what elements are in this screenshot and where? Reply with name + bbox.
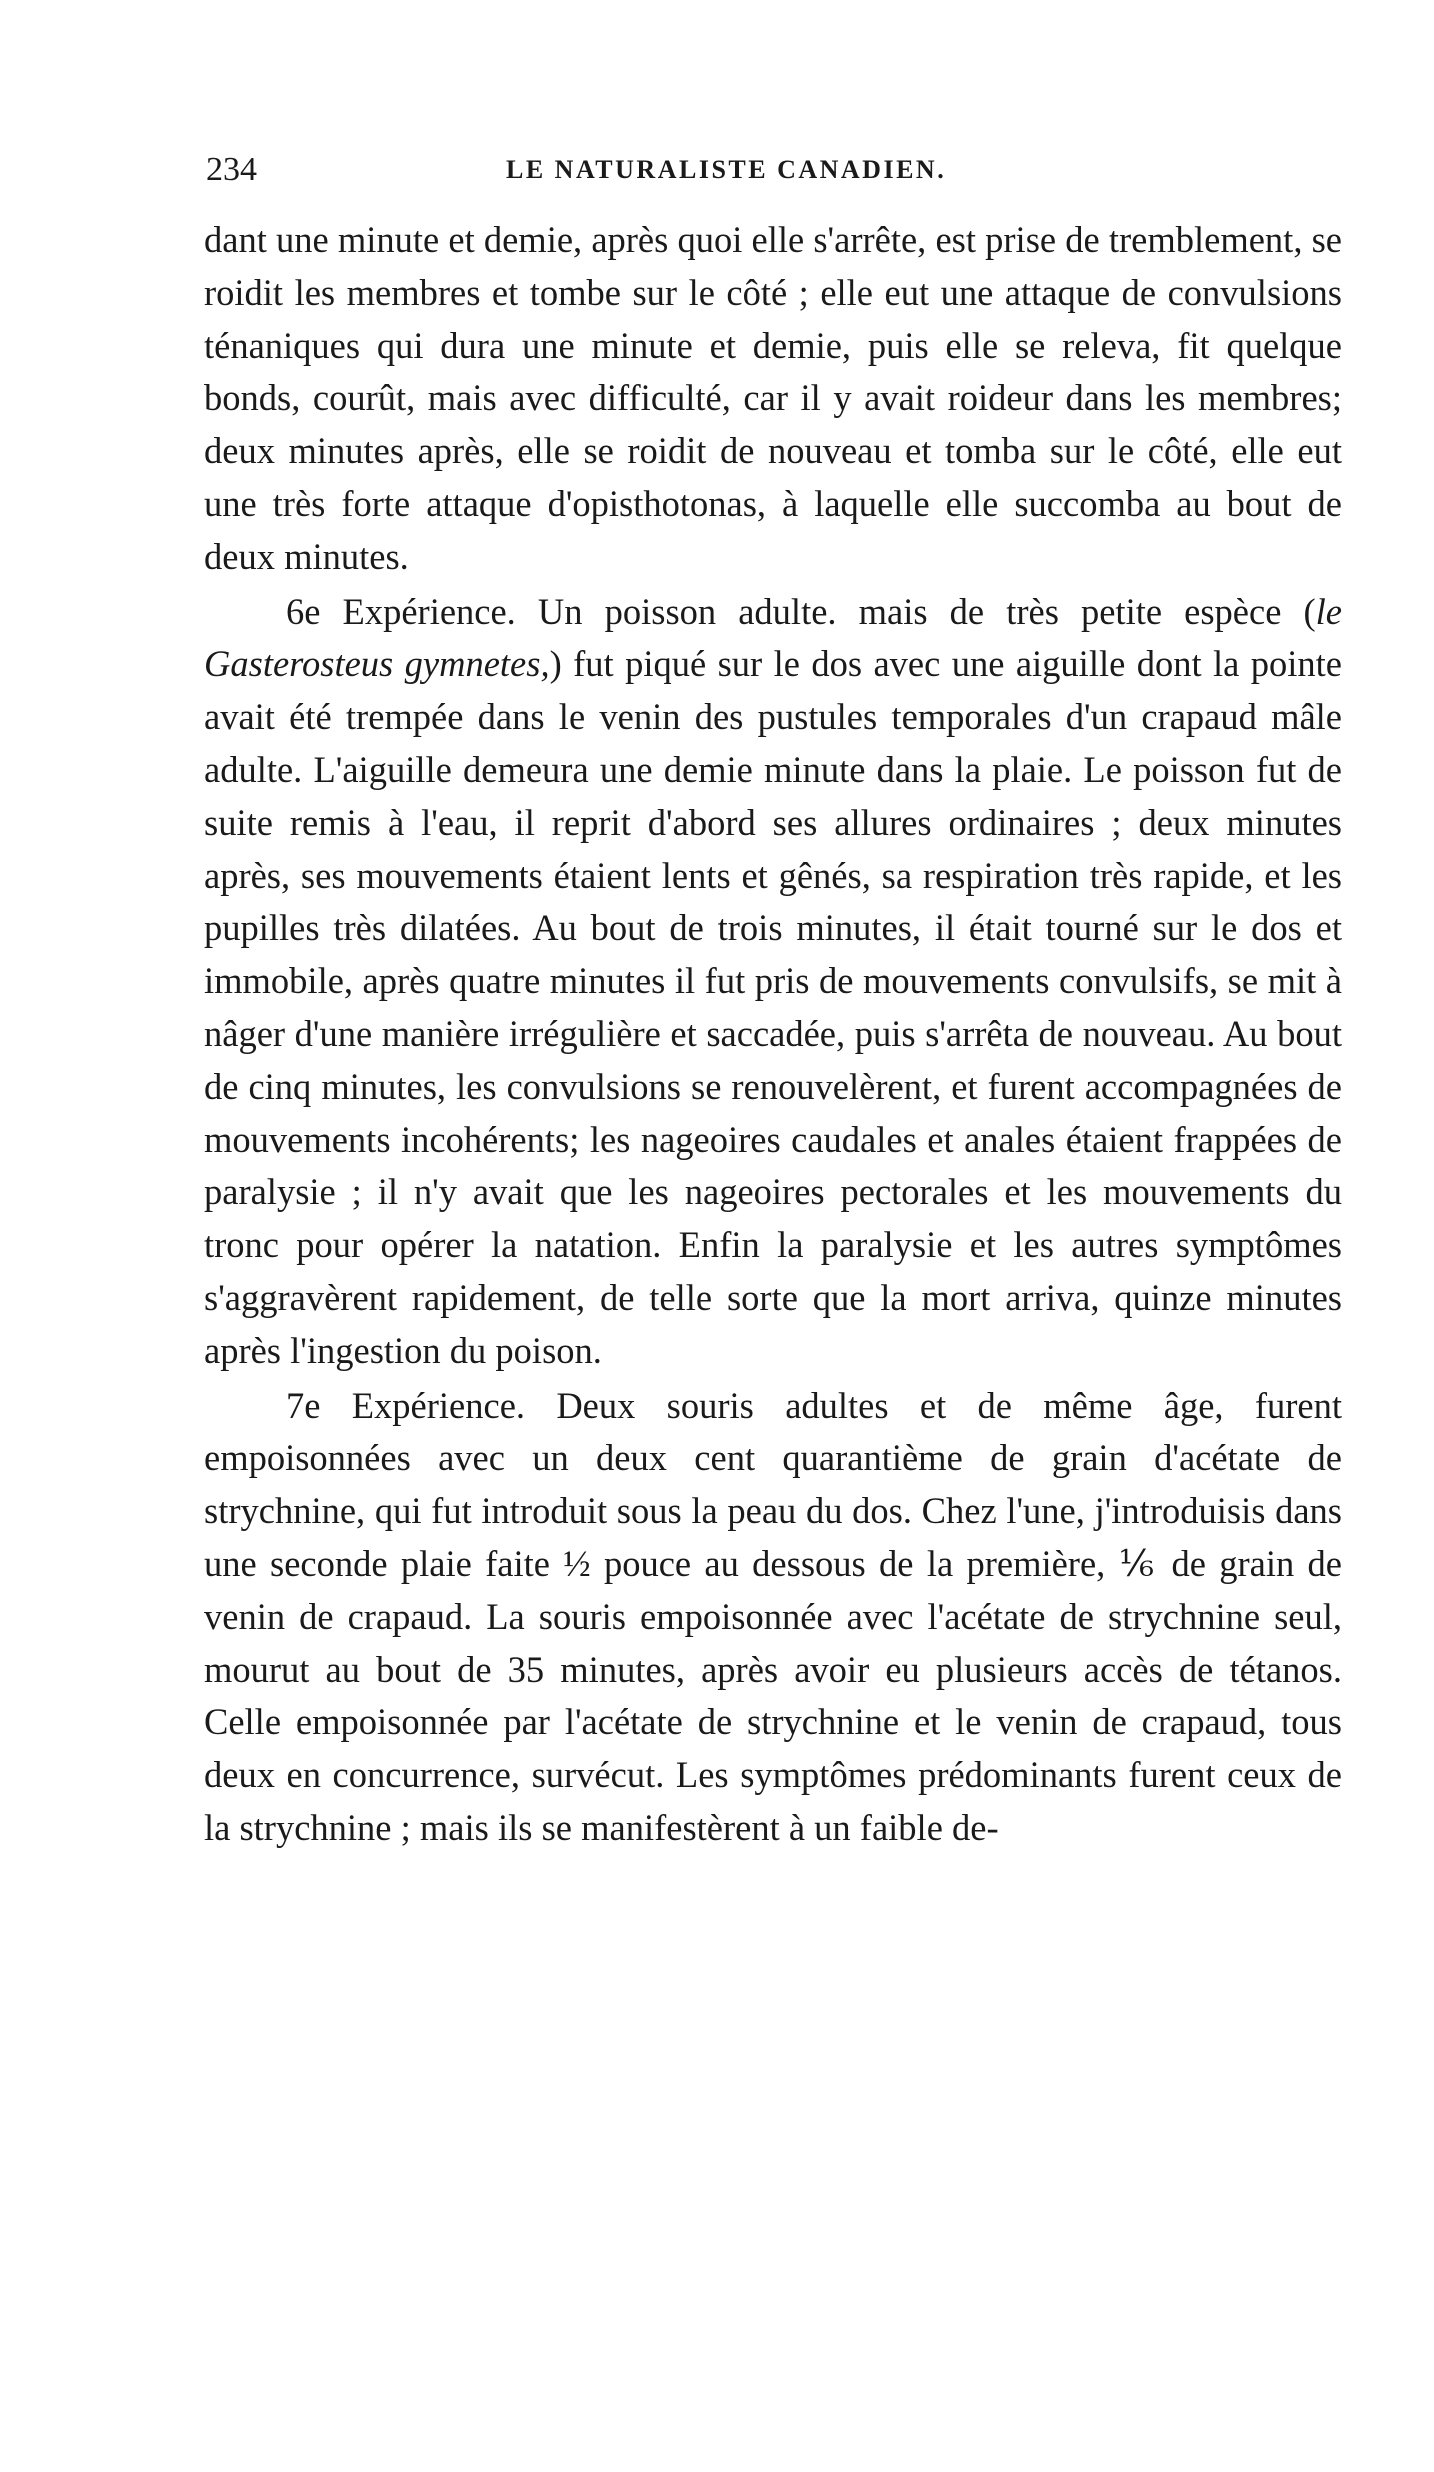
page-number: 234 bbox=[206, 151, 257, 188]
paragraph-continuation bbox=[204, 214, 1342, 584]
page-header bbox=[206, 140, 1344, 200]
species-name-italic: le Gasterosteus gymnetes, bbox=[204, 590, 1342, 685]
paragraph-text: dant une minute et demie, après quoi elle s'arrête, est prise de tremblement, se roidit les membres et tombe sur le côté ; elle eut une attaque de convulsions ténaniques qui dura une minute et demie, puis elle se releva, fit quelque bonds, courût, mais avec difficulté, car il y avait roideur dans les membres; deux minutes après, elle se roidit de nouveau et tomba sur le côté, elle eut une très forte attaque d'opisthotonas, à laquelle elle succomba au bout de deux minutes. bbox=[204, 219, 1342, 577]
paragraph-text: 7e Expérience. Deux souris adultes et de même âge, furent empoisonnées avec un deux cent quarantième de grain d'acétate de strychnine, qui fut introduit sous la peau du dos. Chez l'une, j'introduisis dans une seconde plaie faite ½ pouce au dessous de la première, ⅙ de grain de venin de crapaud. La souris empoisonnée avec l'acétate de strychnine seul, mourut au bout de 35 minutes, après avoir eu plusieurs accès de tétanos. Celle empoisonnée par l'acétate de strychnine et le venin de crapaud, tous deux en concurrence, survécut. Les symptômes prédominants furent ceux de la strychnine ; mais ils se manifestèrent à un faible de- bbox=[204, 1384, 1342, 1848]
running-title: LE NATURALISTE CANADIEN. bbox=[506, 155, 947, 184]
paragraph-experience-6 bbox=[204, 586, 1342, 1378]
paragraph-text-a: 6e Expérience. Un poisson adulte. mais de très petite espèce ( bbox=[286, 590, 1316, 632]
paragraph-experience-7 bbox=[204, 1380, 1342, 1855]
body-text bbox=[204, 214, 1342, 1855]
paragraph-text-b: ) fut piqué sur le dos avec une aiguille dont la pointe avait été trempée dans le venin des pustules temporales d'un crapaud mâle adulte. L'aiguille demeura une demie minute dans la plaie. Le poisson fut de suite remis à l'eau, il reprit d'abord ses allures ordinaires ; deux minutes après, ses mouvements étaient lents et gênés, sa respiration très rapide, et les pupilles très dilatées. Au bout de trois minutes, il était tourné sur le dos et immobile, après quatre minutes il fut pris de mouvements convulsifs, se mit à nâger d'une manière irrégulière et saccadée, puis s'arrêta de nouveau. Au bout de cinq minutes, les convulsions se renouvelèrent, et furent accompagnées de mouvements incohérents; les nageoires caudales et anales étaient frappées de paralysie ; il n'y avait que les nageoires pectorales et les mouvements du tronc pour opérer la natation. Enfin la paralysie et les autres symptômes s'aggravèrent rapidement, de telle sorte que la mort arriva, quinze minutes après l'ingestion du poison. bbox=[204, 643, 1342, 1371]
